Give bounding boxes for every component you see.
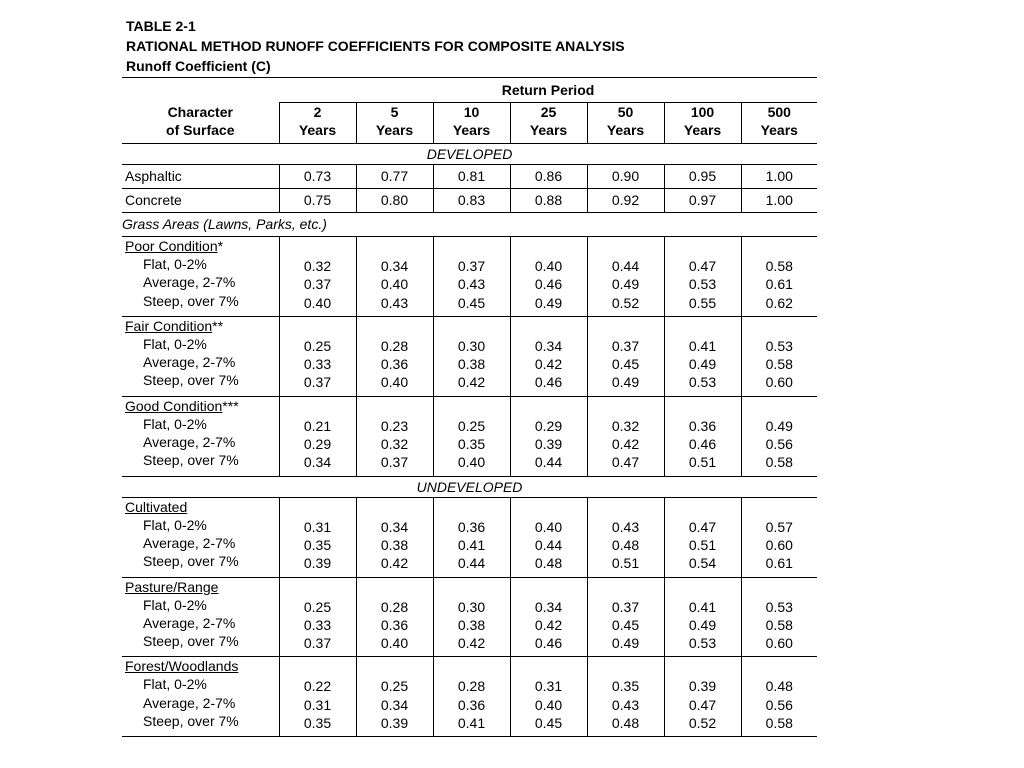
year-header-50 (587, 103, 664, 144)
year-number: 500 (767, 104, 791, 120)
coefficient-value: 0.36 (457, 696, 486, 713)
coefficient-column-cell (279, 657, 356, 737)
group-label-cell (122, 657, 279, 737)
coefficient-value: 0.37 (303, 374, 332, 391)
coefficient-column-cell (510, 657, 587, 737)
section-label: UNDEVELOPED (122, 476, 817, 497)
coefficient-column-cell (587, 237, 664, 317)
coefficient-value: 0.25 (380, 678, 409, 695)
group-title (125, 498, 279, 516)
slope-label: Average, 2-7% (143, 614, 236, 631)
coefficient-cell: 0.86 (510, 165, 587, 189)
coefficient-value: 0.39 (534, 436, 563, 453)
coefficient-value: 0.34 (380, 696, 409, 713)
footnote-mark: *** (222, 397, 239, 414)
character-line1: Character (167, 103, 233, 120)
coefficient-value: 0.47 (611, 454, 640, 471)
coefficient-value: 0.22 (303, 678, 332, 695)
coefficient-value: 0.53 (765, 598, 793, 615)
coefficient-value: 0.58 (765, 715, 793, 732)
coefficient-value: 0.37 (457, 258, 486, 274)
coefficient-value: 0.28 (380, 598, 409, 615)
table-body (122, 78, 817, 737)
coefficient-value: 0.52 (611, 294, 640, 311)
coefficient-column-cell (279, 316, 356, 396)
table-subtitle (126, 57, 271, 75)
coefficient-value: 0.40 (380, 374, 409, 391)
coefficient-value: 0.41 (688, 337, 717, 354)
coefficient-value: 0.30 (457, 598, 486, 615)
coefficient-value: 0.48 (611, 715, 640, 732)
year-unit: Years (683, 122, 722, 138)
coefficient-value: 0.34 (380, 258, 409, 274)
coefficient-value: 0.40 (380, 276, 409, 293)
coefficient-column-cell (433, 237, 510, 317)
coefficient-column-cell (741, 497, 817, 577)
character-line2: of Surface (166, 121, 235, 138)
coefficient-cell: 0.92 (587, 189, 664, 213)
table-row-group (122, 237, 817, 317)
group-title (125, 237, 279, 255)
year-header-100 (664, 103, 741, 144)
coefficient-value: 0.43 (380, 294, 409, 311)
group-label-cell (122, 237, 279, 317)
coefficient-cell: 0.80 (356, 189, 433, 213)
year-unit: Years (760, 122, 798, 138)
subtitle-text: Runoff Coefficient ( (126, 58, 256, 74)
coefficient-value: 0.31 (534, 678, 563, 695)
coefficient-value: 0.38 (380, 536, 409, 553)
header-blank-cell (122, 78, 279, 103)
coefficient-column-cell (587, 396, 664, 476)
coefficient-value: 0.40 (303, 294, 332, 311)
slope-label: Average, 2-7% (143, 274, 236, 291)
coefficient-column-cell (664, 237, 741, 317)
coefficient-value: 0.61 (765, 555, 793, 572)
slope-label: Steep, over 7% (143, 713, 239, 730)
coefficient-column-cell (356, 396, 433, 476)
coefficient-value: 0.41 (457, 715, 486, 732)
coefficient-value: 0.49 (611, 635, 640, 652)
coefficient-value: 0.44 (534, 454, 563, 471)
group-title-text: Poor Condition (125, 238, 218, 254)
group-label-cell (122, 396, 279, 476)
coefficient-column-cell (510, 237, 587, 317)
coefficient-value: 0.35 (611, 678, 640, 695)
coefficient-column-cell (587, 316, 664, 396)
coefficient-value: 0.49 (534, 294, 563, 311)
coefficient-column-cell (433, 657, 510, 737)
coefficient-value: 0.25 (457, 417, 486, 434)
coefficient-value: 0.43 (611, 518, 640, 535)
coefficient-value: 0.49 (688, 356, 717, 373)
coefficient-column-cell (356, 237, 433, 317)
year-unit: Years (452, 122, 491, 138)
slope-label: Flat, 0-2% (143, 256, 207, 272)
coefficient-column-cell (356, 497, 433, 577)
coefficient-value: 0.44 (611, 258, 640, 274)
coefficient-value: 0.28 (457, 678, 486, 695)
coefficient-cell: 0.83 (433, 189, 510, 213)
group-label-cell (122, 577, 279, 657)
coefficient-value: 0.40 (534, 258, 563, 274)
coefficient-column-cell (279, 577, 356, 657)
coefficient-column-cell (279, 237, 356, 317)
coefficient-value: 0.32 (303, 258, 332, 274)
year-unit: Years (375, 122, 414, 138)
coefficient-value: 0.40 (534, 696, 563, 713)
slope-label: Flat, 0-2% (143, 335, 207, 352)
coefficient-column-cell (356, 316, 433, 396)
year-header-500 (741, 103, 817, 144)
group-title-text: Fair Condition (125, 317, 213, 334)
coefficient-value: 0.51 (688, 454, 717, 471)
coefficient-value: 0.47 (688, 696, 717, 713)
coefficient-value: 0.38 (457, 616, 486, 633)
coefficient-value: 0.57 (765, 518, 793, 535)
return-period-header: Return Period (279, 78, 817, 103)
coefficient-value: 0.45 (457, 294, 486, 311)
year-number: 50 (617, 104, 634, 120)
coefficient-value: 0.36 (688, 417, 717, 434)
year-number: 10 (463, 104, 480, 120)
coefficient-value: 0.44 (534, 536, 563, 553)
coefficient-value: 0.48 (534, 555, 563, 572)
coefficient-column-cell (741, 237, 817, 317)
coefficient-value: 0.43 (611, 696, 640, 713)
coefficient-column-cell (664, 577, 741, 657)
slope-label: Steep, over 7% (143, 292, 239, 309)
coefficient-value: 0.30 (457, 337, 486, 354)
coefficient-value: 0.37 (380, 454, 409, 471)
coefficient-column-cell (510, 316, 587, 396)
slope-label: Average, 2-7% (143, 534, 236, 551)
coefficient-cell: 0.88 (510, 189, 587, 213)
coefficient-column-cell (510, 396, 587, 476)
coefficient-value: 0.53 (688, 374, 717, 391)
coefficient-column-cell (356, 577, 433, 657)
coefficient-value: 0.42 (457, 635, 486, 652)
year-unit: Years (606, 122, 645, 138)
coefficient-column-cell (433, 497, 510, 577)
character-of-surface-header (122, 103, 279, 144)
slope-label: Average, 2-7% (143, 354, 236, 371)
coefficient-value: 0.48 (611, 536, 640, 553)
coefficient-value: 0.43 (457, 276, 486, 293)
coefficient-value: 0.60 (765, 635, 793, 652)
coefficient-value: 0.40 (457, 454, 486, 471)
coefficient-value: 0.29 (534, 417, 563, 434)
coefficient-value: 0.58 (765, 454, 793, 471)
year-number: 5 (390, 104, 399, 120)
coefficient-cell: 0.90 (587, 165, 664, 189)
coefficient-value: 0.39 (380, 715, 409, 732)
coefficient-value: 0.46 (534, 635, 563, 652)
coefficient-value: 0.39 (303, 555, 332, 572)
coefficient-column-cell (587, 577, 664, 657)
coefficient-value: 0.35 (303, 536, 332, 553)
coefficient-column-cell (741, 396, 817, 476)
coefficient-value: 0.56 (765, 696, 793, 713)
year-number: 25 (540, 104, 557, 120)
slope-label: Average, 2-7% (143, 434, 236, 451)
table-row (122, 189, 817, 213)
coefficient-value: 0.37 (611, 337, 640, 354)
slope-label: Flat, 0-2% (143, 516, 207, 533)
coefficient-value: 0.49 (688, 616, 717, 633)
coefficient-value: 0.33 (303, 616, 332, 633)
coefficient-column-cell (433, 396, 510, 476)
coefficient-value: 0.42 (380, 555, 409, 572)
section-developed (122, 144, 817, 165)
coefficient-value: 0.31 (303, 696, 332, 713)
coefficient-cell: 1.00 (741, 189, 817, 213)
coefficient-value: 0.33 (303, 356, 332, 373)
coefficient-value: 0.58 (765, 258, 793, 274)
group-title (125, 578, 279, 596)
group-title-text: Good Condition (125, 397, 223, 414)
slope-label: Steep, over 7% (143, 553, 239, 570)
group-title (125, 657, 279, 675)
coefficient-column-cell (664, 316, 741, 396)
coefficient-value: 0.34 (534, 598, 563, 615)
coefficient-value: 0.40 (380, 635, 409, 652)
coefficient-cell: 0.73 (279, 165, 356, 189)
coefficient-value: 0.42 (534, 356, 563, 373)
coefficient-value: 0.34 (303, 454, 332, 471)
coefficient-value: 0.25 (303, 337, 332, 354)
coefficient-value: 0.38 (457, 356, 486, 373)
coefficient-value: 0.36 (380, 356, 409, 373)
coefficient-column-cell (433, 577, 510, 657)
coefficient-value: 0.41 (688, 598, 717, 615)
coefficient-value: 0.49 (765, 417, 793, 434)
year-number: 100 (690, 104, 715, 120)
coefficient-cell: 1.00 (741, 165, 817, 189)
footnote-mark: ** (212, 317, 224, 334)
coefficient-value: 0.54 (688, 555, 717, 572)
coefficient-value: 0.60 (765, 374, 793, 391)
coefficient-column-cell (587, 497, 664, 577)
coefficient-column-cell (356, 657, 433, 737)
coefficient-column-cell (510, 497, 587, 577)
coefficient-column-cell (664, 497, 741, 577)
coefficient-cell: 0.75 (279, 189, 356, 213)
coefficient-value: 0.42 (611, 436, 640, 453)
coefficient-value: 0.25 (303, 598, 332, 615)
coefficient-value: 0.49 (611, 276, 640, 293)
coefficient-value: 0.37 (303, 276, 332, 293)
slope-label: Flat, 0-2% (143, 596, 207, 613)
coefficient-cell: 0.77 (356, 165, 433, 189)
coefficient-column-cell (279, 396, 356, 476)
table-row-group (122, 396, 817, 476)
coefficient-value: 0.61 (765, 276, 793, 293)
runoff-coefficient-table (122, 77, 817, 737)
coefficient-value: 0.46 (534, 276, 563, 293)
coefficient-value: 0.28 (380, 337, 409, 354)
footnote-mark: * (217, 238, 224, 254)
coefficient-value: 0.39 (688, 678, 717, 695)
table-row-group (122, 316, 817, 396)
coefficient-value: 0.58 (765, 356, 793, 373)
year-unit: Years (298, 122, 337, 138)
group-title-text: Pasture/Range (125, 578, 219, 595)
surface-label: Concrete (122, 189, 279, 213)
coefficient-value: 0.53 (688, 635, 717, 652)
grass-areas-row (122, 213, 817, 237)
coefficient-value: 0.42 (457, 374, 486, 391)
coefficient-value: 0.53 (765, 337, 793, 354)
slope-label: Flat, 0-2% (143, 415, 207, 432)
section-label: DEVELOPED (122, 144, 817, 165)
return-period-row (122, 78, 817, 103)
coefficient-value: 0.47 (688, 518, 717, 535)
table-title: RATIONAL METHOD RUNOFF COEFFICIENTS FOR COMPOSITE ANALYSIS (126, 38, 625, 54)
coefficient-cell: 0.95 (664, 165, 741, 189)
table-row-group (122, 577, 817, 657)
section-undeveloped (122, 476, 817, 497)
group-label-cell (122, 497, 279, 577)
coefficient-value: 0.41 (457, 536, 486, 553)
coefficient-value: 0.31 (303, 518, 332, 535)
slope-label: Flat, 0-2% (143, 676, 207, 693)
coefficient-value: 0.45 (611, 356, 640, 373)
coefficient-value: 0.40 (534, 518, 563, 535)
grass-areas-label: Grass Areas (Lawns, Parks, etc.) (122, 213, 817, 237)
coefficient-value: 0.46 (534, 374, 563, 391)
year-number: 2 (313, 104, 322, 120)
coefficient-column-cell (741, 577, 817, 657)
coefficient-column-cell (510, 577, 587, 657)
coefficient-value: 0.55 (688, 294, 717, 311)
coefficient-value: 0.58 (765, 616, 793, 633)
coefficient-value: 0.36 (457, 518, 486, 535)
coefficient-cell: 0.97 (664, 189, 741, 213)
slope-label: Steep, over 7% (143, 372, 239, 389)
coefficient-value: 0.53 (688, 276, 717, 293)
coefficient-value: 0.29 (303, 436, 332, 453)
coefficient-value: 0.56 (765, 436, 793, 453)
table-row-group (122, 657, 817, 737)
coefficient-value: 0.35 (457, 436, 486, 453)
coefficient-cell: 0.81 (433, 165, 510, 189)
surface-label: Asphaltic (122, 165, 279, 189)
coefficient-value: 0.37 (611, 598, 640, 615)
group-label-cell (122, 316, 279, 396)
coefficient-value: 0.37 (303, 635, 332, 652)
coefficient-value: 0.48 (765, 678, 793, 695)
coefficient-value: 0.42 (534, 616, 563, 633)
coefficient-value: 0.62 (765, 294, 793, 311)
coefficient-value: 0.47 (688, 258, 717, 274)
coefficient-value: 0.32 (611, 417, 640, 434)
slope-label: Steep, over 7% (143, 633, 239, 650)
group-title (125, 317, 279, 335)
coefficient-column-cell (279, 497, 356, 577)
coefficient-column-cell (741, 316, 817, 396)
coefficient-column-cell (741, 657, 817, 737)
coefficient-value: 0.21 (303, 417, 332, 434)
slope-label: Steep, over 7% (143, 452, 239, 469)
coefficient-value: 0.45 (534, 715, 563, 732)
coefficient-value: 0.49 (611, 374, 640, 391)
coefficient-value: 0.44 (457, 555, 486, 572)
coefficient-value: 0.45 (611, 616, 640, 633)
year-unit: Years (529, 122, 568, 138)
year-header-25 (510, 103, 587, 144)
coefficient-column-cell (433, 316, 510, 396)
year-header-2 (279, 103, 356, 144)
subtitle-symbol: C (255, 58, 266, 74)
coefficient-value: 0.60 (765, 536, 793, 553)
coefficient-value: 0.52 (688, 715, 717, 732)
table-number: TABLE 2-1 (126, 18, 196, 34)
group-title (125, 397, 279, 415)
coefficient-value: 0.34 (380, 518, 409, 535)
coefficient-value: 0.32 (380, 436, 409, 453)
coefficient-column-cell (664, 657, 741, 737)
table-row-group (122, 497, 817, 577)
subtitle-close: ) (266, 58, 271, 74)
group-title-text: Forest/Woodlands (125, 658, 239, 675)
coefficient-value: 0.23 (380, 417, 409, 434)
year-header-10 (433, 103, 510, 144)
group-title-text: Cultivated (125, 498, 188, 515)
year-header-5 (356, 103, 433, 144)
coefficient-value: 0.35 (303, 715, 332, 732)
coefficient-value: 0.46 (688, 436, 717, 453)
years-header-row (122, 103, 817, 144)
table-row (122, 165, 817, 189)
coefficient-column-cell (664, 396, 741, 476)
coefficient-value: 0.34 (534, 337, 563, 354)
coefficient-value: 0.36 (380, 616, 409, 633)
coefficient-value: 0.51 (611, 555, 640, 572)
slope-label: Average, 2-7% (143, 694, 236, 711)
coefficient-column-cell (587, 657, 664, 737)
coefficient-value: 0.51 (688, 536, 717, 553)
